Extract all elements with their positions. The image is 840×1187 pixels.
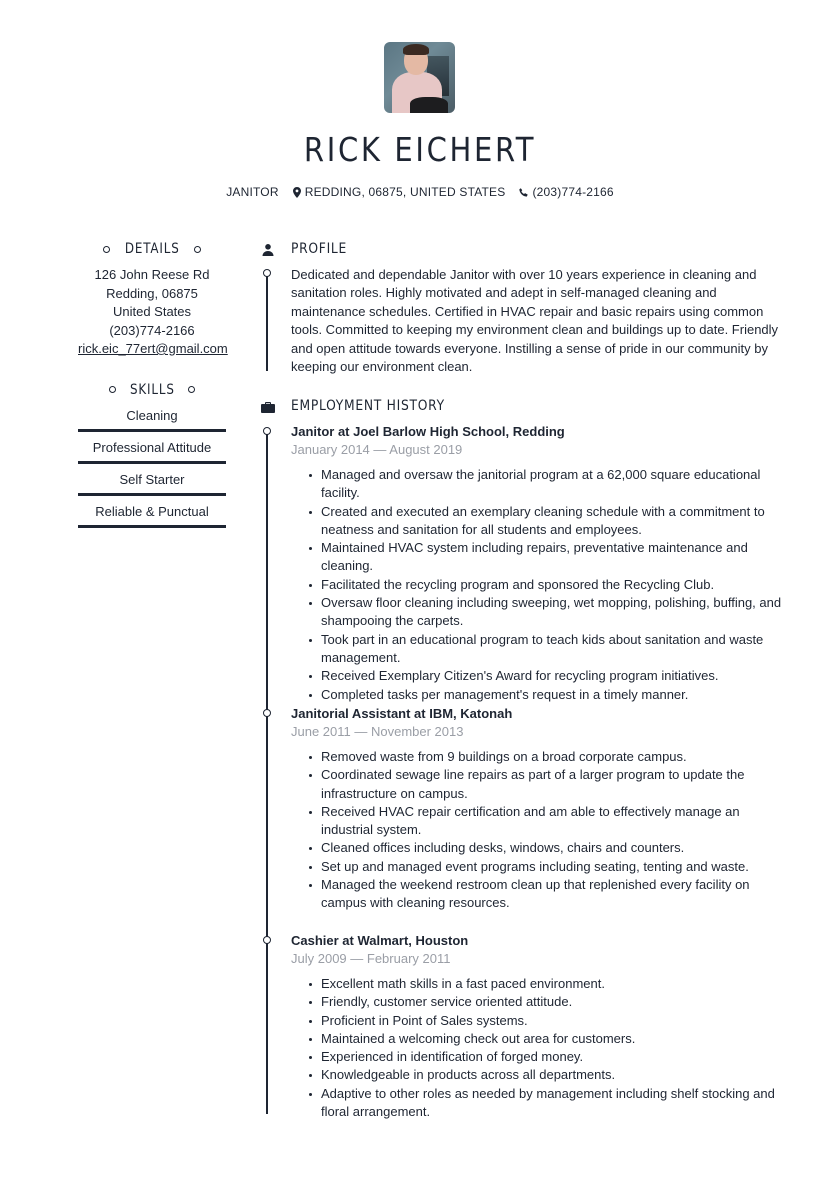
profile-photo [384,42,455,113]
bullet-item: Adaptive to other roles as needed by management including shelf stocking and floral arrangement. [307,1085,791,1122]
job-dates: January 2014 — August 2019 [291,442,463,457]
photo-hair [403,44,429,55]
person-icon [261,243,275,257]
job-title [226,185,279,199]
ring-icon [103,246,110,253]
bullet-item: Coordinated sewage line repairs as part of a larger program to update the infrastructure on campus. [307,766,791,803]
timeline-dot [263,936,271,944]
profile-summary: Dedicated and dependable Janitor with over 10 years experience in cleaning and sanitation roles. Highly motivated and adept in self-managed cleaning and maintenance schedules. Certified in HVAC repair and basic repairs using common tools. Committed to keeping my environment clean and buildings up to date. Friendly and open attitude towards everyone. Instilling a sense of pride in our community by keeping our environment clean. [291,267,779,375]
bullet-item: Set up and managed event programs including seating, tenting and waste. [307,858,791,876]
country: United States [112,304,192,319]
job-title-text: JANITOR [226,185,279,199]
job-heading: Janitorial Assistant at IBM, Katonah [291,706,513,721]
bullet-item: Maintained a welcoming check out area for customers. [307,1030,791,1048]
skill-item: Reliable & Punctual [78,503,226,528]
details-heading [78,238,226,260]
job-bullets [291,748,791,913]
skills-title: SKILLS [129,381,175,398]
bullet-item: Maintained HVAC system including repairs, preventative maintenance and cleaning. [307,539,791,576]
skill-item: Cleaning [78,407,226,432]
bullet-item: Created and executed an exemplary cleaning schedule with a commitment to neatness and sanitation for all students and employees. [307,503,791,540]
left-sidebar [78,238,226,528]
bullet-item: Managed the weekend restroom clean up that replenished every facility on campus with cleaning resources. [307,876,791,913]
bullet-item: Took part in an educational program to teach kids about sanitation and waste management. [307,631,791,668]
bullet-item: Knowledgeable in products across all departments. [307,1066,791,1084]
job-heading: Janitor at Joel Barlow High School, Redding [291,424,565,439]
location-text: REDDING, 06875, UNITED STATES [304,185,506,199]
header-phone [519,185,613,199]
employment-heading: EMPLOYMENT HISTORY [291,398,445,414]
details-title: DETAILS [124,241,180,257]
job-bullets [291,975,791,1121]
job-bullets [291,466,791,704]
skills-list [78,407,226,528]
skills-heading [78,379,226,401]
email-link[interactable]: rick.eic_77ert@gmail.com [78,341,228,356]
phone-text: (203)774-2166 [532,185,614,199]
bullet-item: Received Exemplary Citizen's Award for recycling program initiatives. [307,667,791,685]
briefcase-icon [261,400,275,414]
details-block [78,266,226,359]
job-entry [291,932,791,1121]
bullet-item: Received HVAC repair certification and am able to effectively manage an industrial system. [307,803,791,840]
ring-icon [194,246,201,253]
address-line1: 126 John Reese Rd [94,267,210,282]
bullet-item: Cleaned offices including desks, windows, chairs and counters. [307,839,791,857]
bullet-item: Managed and oversaw the janitorial program at a 62,000 square educational facility. [307,466,791,503]
phone-icon [519,188,528,197]
bullet-item: Friendly, customer service oriented attitude. [307,993,791,1011]
job-entry [291,423,791,704]
ring-icon [109,386,116,393]
skill-item: Self Starter [78,471,226,496]
skill-item: Professional Attitude [78,439,226,464]
timeline-dot [263,709,271,717]
map-pin-icon [293,187,301,198]
bullet-item: Proficient in Point of Sales systems. [307,1012,791,1030]
bullet-item: Removed waste from 9 buildings on a broad corporate campus. [307,748,791,766]
ring-icon [188,386,195,393]
job-entry [291,705,791,913]
candidate-name: RICK EICHERT [303,130,537,169]
bullet-item: Oversaw floor cleaning including sweeping, wet mopping, polishing, buffing, and shampooing the carpets. [307,594,791,631]
timeline-line [266,434,268,1114]
details-phone: (203)774-2166 [109,322,195,338]
photo-arm [410,97,448,113]
bullet-item: Completed tasks per management's request in a timely manner. [307,686,791,704]
header-location [293,185,506,199]
timeline-line [266,276,268,371]
address-line2: Redding, 06875 [106,285,198,301]
job-dates: July 2009 — February 2011 [291,951,451,966]
job-dates: June 2011 — November 2013 [291,724,464,739]
header-contact-line [0,185,840,199]
profile-heading: PROFILE [291,241,347,257]
job-heading: Cashier at Walmart, Houston [291,933,469,948]
bullet-item: Facilitated the recycling program and sponsored the Recycling Club. [307,576,791,594]
bullet-item: Experienced in identification of forged money. [307,1048,791,1066]
bullet-item: Excellent math skills in a fast paced environment. [307,975,791,993]
timeline-dot [263,427,271,435]
